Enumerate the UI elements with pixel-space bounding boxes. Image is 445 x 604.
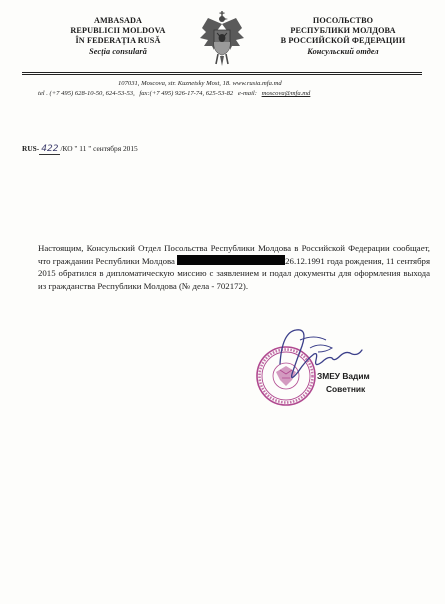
header-left-romanian [38,16,198,57]
body-part-1: Настоящим, Консульский Отдел Посольства Республики Молдова в Российской Федерации сообщает, что гражданин Республики Молдова [38,243,430,266]
reference-prefix: RUS- [22,144,40,153]
header-right-line3: В РОССИЙСКОЙ ФЕДЕРАЦИИ [280,36,406,46]
reference-number: 422 [41,144,59,154]
contact-email-label: e-mail: [237,90,257,97]
contact-line [38,90,313,97]
signatory-title: Советник [326,384,366,394]
header-left-line4: Secția consulară [89,46,147,56]
signatory-name: ЗМЕУ Вадим [317,371,370,381]
header-left-line3: ÎN FEDERAȚIA RUSĂ [75,36,161,46]
reference-line [22,144,138,154]
coat-of-arms-icon [196,10,248,70]
reference-suffix: /КО " 11 " сентября 2015 [60,144,138,153]
body-part-2: 26.12.1991 года рождения, 11 сентября 2015 обратился в дипломатическую миссию с заявлением и подал документы для оформления выхода из гражданства Республики Молдова (№ дела - 702172). [38,255,430,291]
header-left-line2: REPUBLICII MOLDOVA [70,26,166,36]
header-right-line1: ПОСОЛЬСТВО [312,16,374,25]
header-divider-top [22,72,422,73]
letter-body [38,242,430,292]
header-left-line1: AMBASADA [93,16,143,25]
header-right-line4: Консульский отдел [307,46,379,56]
contact-tel: tel . (+7 495) 628-10-50, 624-53-53, [38,90,135,97]
redacted-name [177,255,285,265]
header-right-line2: РЕСПУБЛИКИ МОЛДОВА [290,26,396,36]
contact-email: moscova@mfa.md [261,90,311,97]
address-line: 107031, Moscova, str. Kuznetsky Most, 18. www.rusia.mfa.md [118,80,282,87]
contact-fax: fax:(+7 495) 926-17-74, 625-53-82 [139,90,234,97]
header-divider-bottom [22,74,422,75]
header-right-russian [263,16,423,57]
